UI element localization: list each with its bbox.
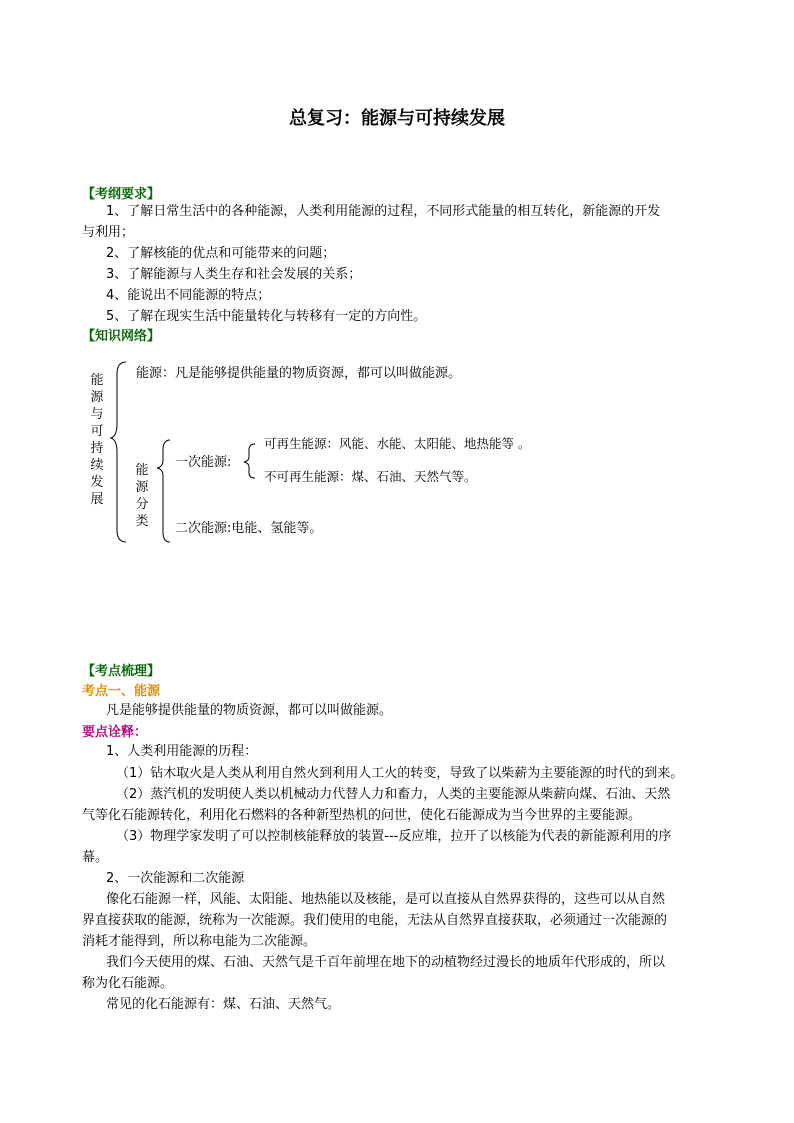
body-line: 气等化石能源转化，利用化石燃料的各种新型热机的问世，使化石能源成为当今世界的主要能源。 — [82, 808, 642, 823]
body-line: 像化石能源一样，风能、太阳能、地热能以及核能，是可以直接从自然界获得的，这些可以从自然 — [106, 892, 666, 907]
network-root-label: 能源与可持续发展 — [90, 373, 104, 507]
body-line: 称为化石能源。 — [82, 976, 174, 991]
body-line: （1）钻木取火是人类从利用自然火到利用人工火的转变，导致了以柴薪为主要能源的时代的到来。 — [116, 766, 684, 781]
page-title: 总复习：能源与可持续发展 — [289, 108, 505, 129]
notes-heading: 要点诠释： — [82, 725, 148, 740]
topic-text: 凡是能够提供能量的物质资源，都可以叫做能源。 — [106, 703, 393, 718]
body-line: （2）蒸汽机的发明使人类以机械动力代替人力和畜力，人类的主要能源从柴薪向煤、石油、天然 — [116, 787, 671, 802]
requirement-item: 4、能说出不同能源的特点； — [106, 288, 271, 303]
classification-brace — [156, 438, 174, 546]
primary-energy-label: 一次能源: — [175, 455, 232, 470]
body-line: 我们今天使用的煤、石油、天然气是千百年前埋在地下的动植物经过漫长的地质年代形成的，所以 — [106, 955, 666, 970]
body-line: （3）物理学家发明了可以控制核能释放的装置---反应堆，拉开了以核能为代表的新能源利用的序 — [116, 829, 672, 844]
requirement-item: 1、了解日常生活中的各种能源，人类利用能源的过程，不同形式能量的相互转化，新能源的开发 — [106, 204, 661, 219]
section-heading-network: 【知识网络】 — [82, 329, 161, 344]
root-brace — [110, 360, 130, 546]
renewable-energy: 可再生能源：风能、水能、太阳能、地热能等 。 — [264, 436, 531, 451]
primary-brace — [243, 442, 259, 480]
requirement-item: 3、了解能源与人类生存和社会发展的关系； — [106, 267, 362, 282]
body-line: 界直接获取的能源，统称为一次能源。我们使用的电能，无法从自然界直接获取，必须通过一次能源的 — [82, 913, 668, 928]
topic-heading: 考点一、能源 — [82, 684, 161, 699]
body-line: 2、一次能源和二次能源 — [106, 871, 245, 886]
body-line: 幕。 — [82, 850, 109, 865]
secondary-energy: 二次能源:电能、氢能等。 — [175, 521, 323, 536]
requirement-item: 5、了解在现实生活中能量转化与转移有一定的方向性。 — [106, 309, 427, 324]
section-heading-requirements: 【考纲要求】 — [82, 187, 161, 202]
requirement-item: 与利用； — [82, 225, 135, 240]
energy-definition: 能源：凡是能够提供能量的物质资源，都可以叫做能源。 — [136, 366, 462, 381]
body-line: 常见的化石能源有：煤、石油、天然气。 — [106, 997, 341, 1012]
nonrenewable-energy: 不可再生能源：煤、石油、天然气等。 — [264, 469, 477, 484]
body-line: 消耗才能得到，所以称电能为二次能源。 — [82, 934, 317, 949]
requirement-item: 2、了解核能的优点和可能带来的问题； — [106, 246, 336, 261]
section-heading-review: 【考点梳理】 — [82, 664, 161, 679]
classification-label: 能源分类 — [135, 463, 149, 529]
body-line: 1、人类利用能源的历程： — [106, 744, 258, 759]
